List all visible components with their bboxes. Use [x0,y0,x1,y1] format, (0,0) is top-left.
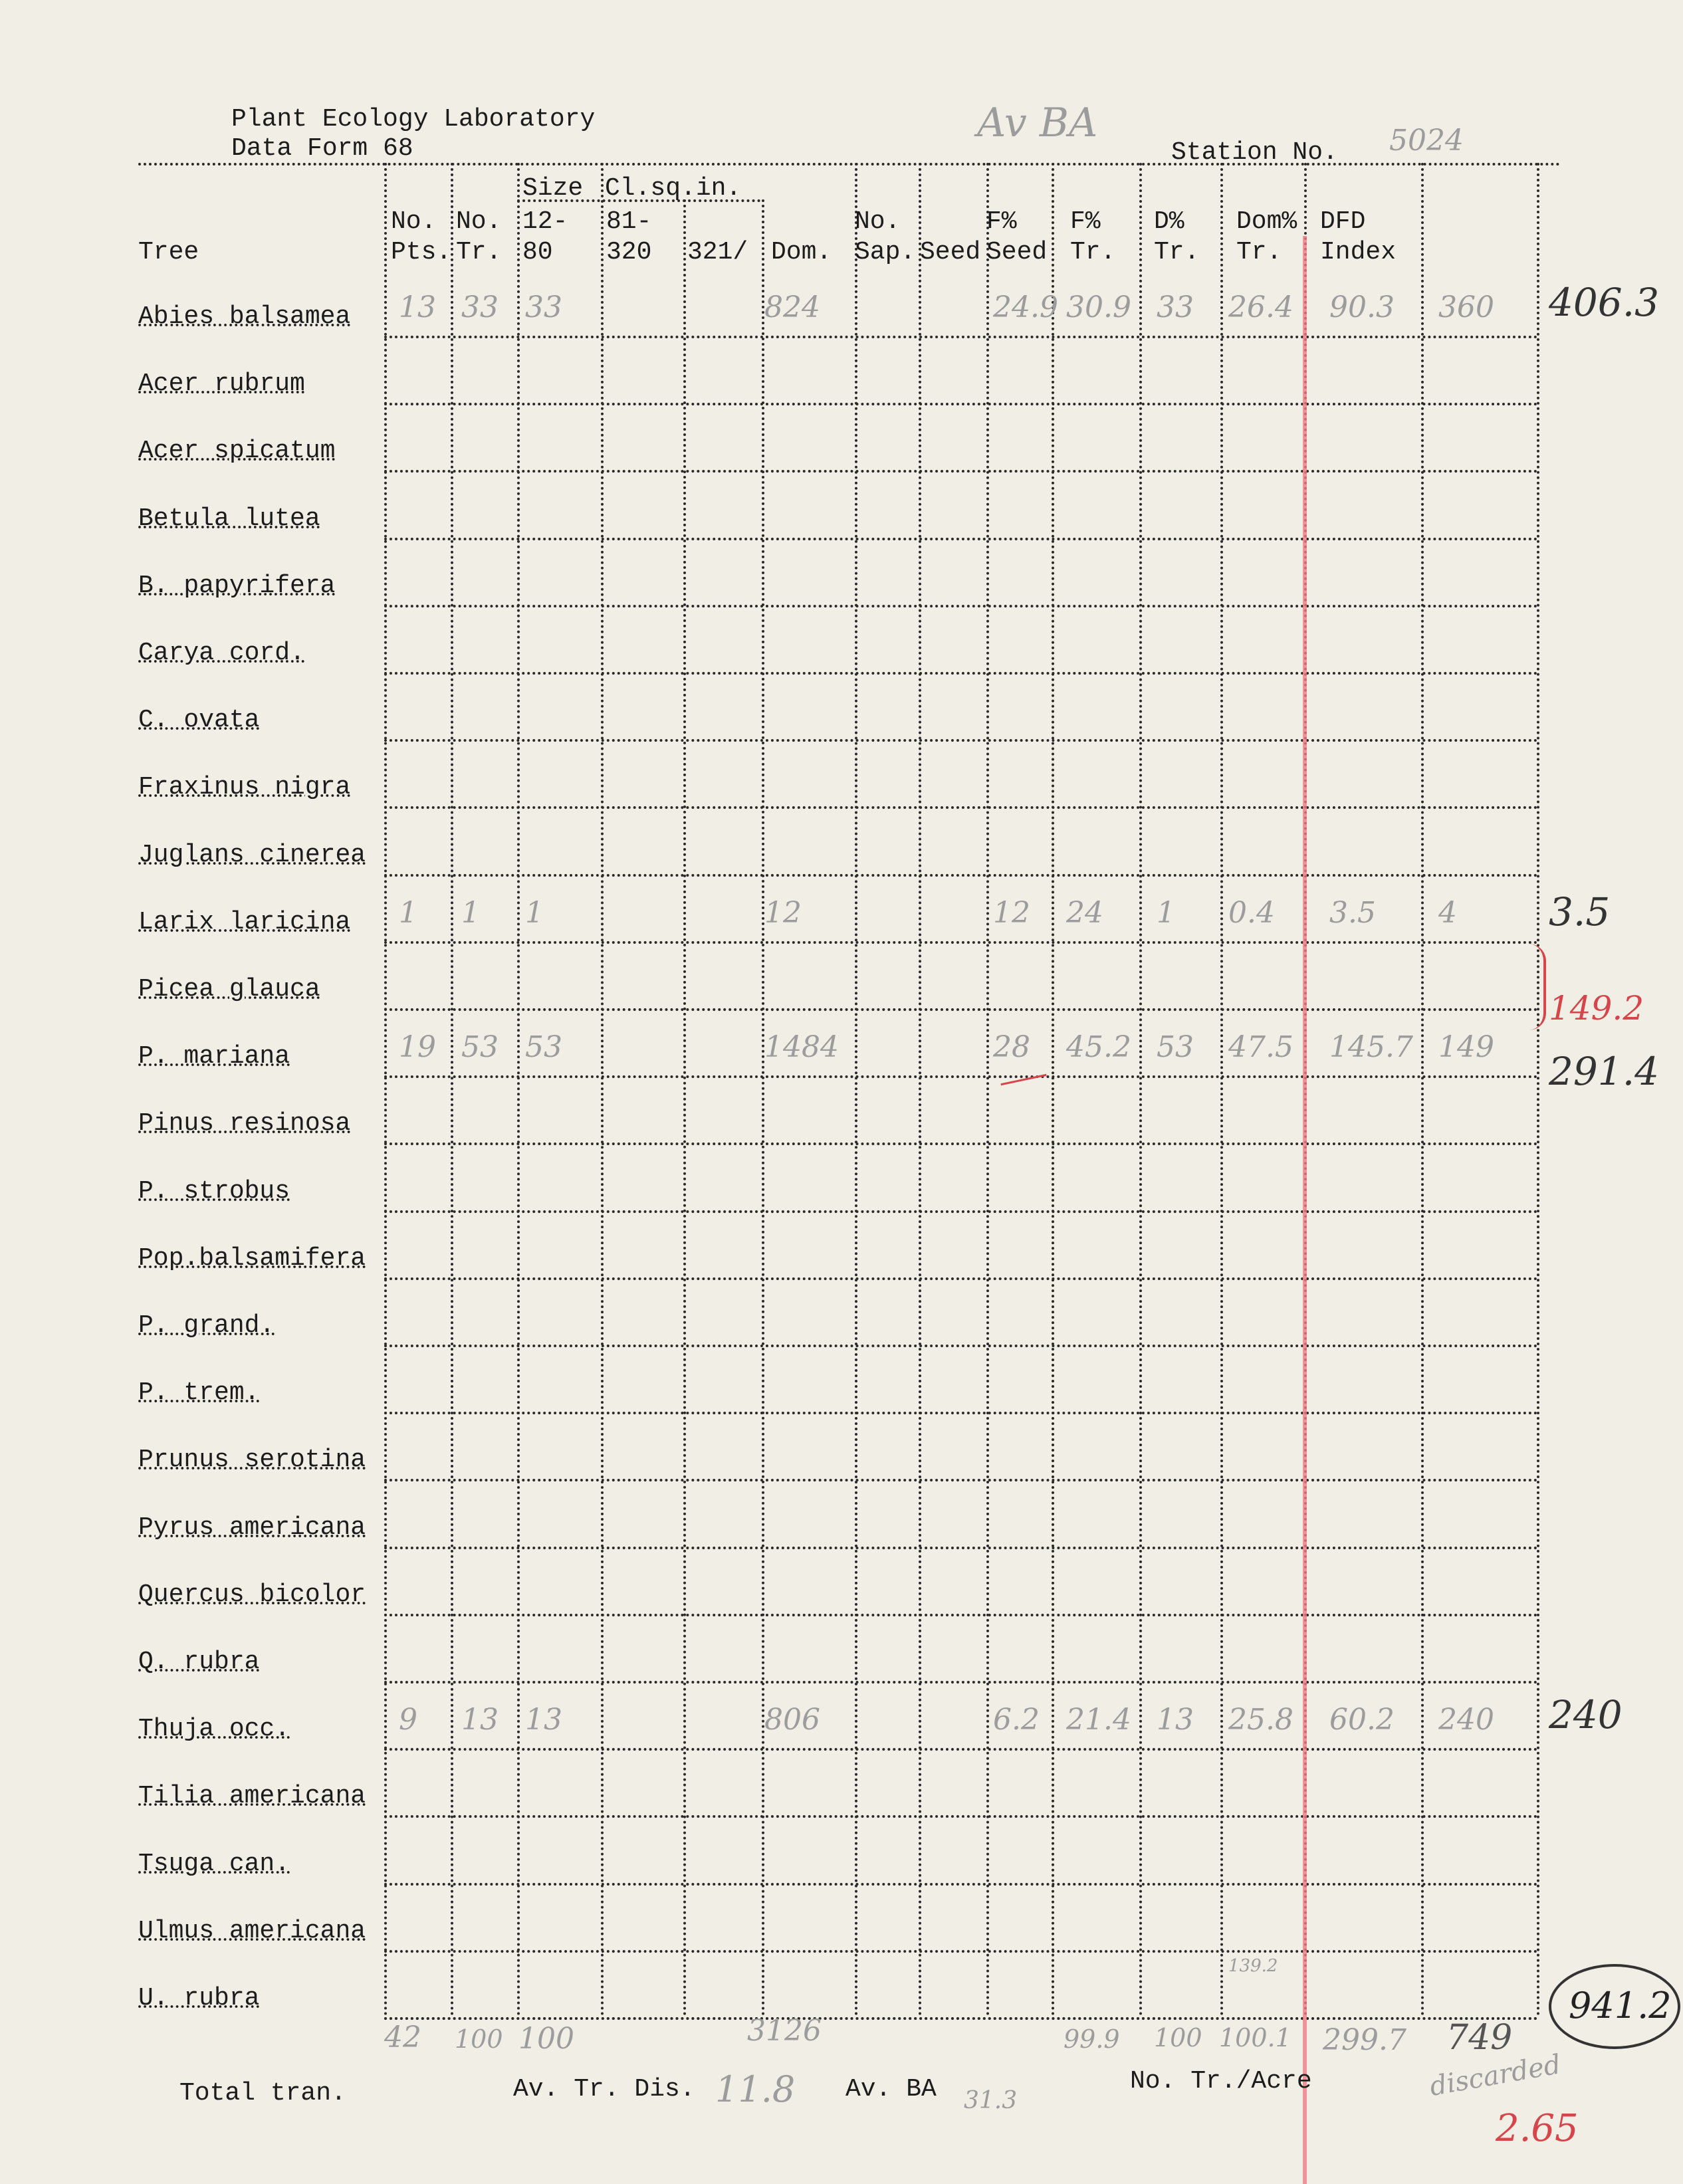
cell-tr: 53 [461,1030,499,1064]
cell-pts: 19 [399,1030,436,1064]
total-ftr: 99.9 [1064,2024,1120,2054]
row-line [384,1950,1538,1953]
row-line [384,941,1538,944]
row-label-tree: P. grand. [138,1311,275,1340]
cell-pts: 9 [399,1703,417,1737]
col-d-tr-1: D% [1154,207,1184,236]
cell-domtr: 25.8 [1228,1703,1293,1737]
scribble-note: discarded [1427,2049,1563,2102]
row-line [384,1277,1538,1280]
cell-extra: 149 [1438,1030,1494,1064]
cell-dtr: 33 [1157,290,1194,324]
row-line [384,538,1538,540]
cell-fseed: 6.2 [993,1703,1040,1737]
column-line [1052,163,1054,2017]
row-line [384,1008,1538,1011]
col-dom-tr-2: Tr. [1236,238,1282,267]
col-no-pts-2: Pts. [391,238,452,267]
cell-domtr: 0.4 [1228,896,1275,930]
row-label-tree: Betula lutea [138,504,320,533]
row-label-tree: U. rubra [138,1984,260,2013]
row-line [384,336,1538,338]
row-label-tree: Picea glauca [138,975,320,1004]
row-label-tree: Prunus serotina [138,1446,366,1474]
row-label-tree: Quercus bicolor [138,1581,366,1609]
col-size-12-1: 12- [522,207,568,236]
cell-s12: 33 [525,290,562,324]
row-line [384,1815,1538,1818]
cell-domtr: 139.2 [1228,1956,1278,1976]
cell-fseed: 12 [993,896,1030,930]
av-ba-label: Av. BA [845,2075,937,2104]
row-label-tree: Carya cord. [138,639,305,667]
row-label-tree: Pinus resinosa [138,1109,351,1138]
row-label-tree: Ulmus americana [138,1917,366,1945]
col-size-12-2: 80 [522,238,553,267]
cell-ftr: 45.2 [1066,1030,1131,1064]
row-label-tree: Tilia americana [138,1782,366,1810]
grid-bottom-line [384,2017,1538,2020]
row-label-tree: Pop.balsamifera [138,1244,366,1273]
col-no-sap-2: Sap. [855,238,916,267]
row-line [384,1883,1538,1886]
row-line [384,1614,1538,1616]
total-domtr: 100.1 [1219,2023,1291,2052]
col-dfd-1: DFD [1320,207,1366,236]
cell-pts: 1 [399,896,417,930]
col-size-81-1: 81- [606,207,652,236]
row-line [384,1075,1538,1078]
col-f-seed-2: Seed [986,238,1048,267]
col-seed: Seed [920,238,981,267]
row-line [384,1143,1538,1145]
row-label-tree: Acer rubrum [138,370,305,398]
column-line [762,199,764,2017]
top-note: Av BA [977,100,1098,146]
cell-dom: 824 [764,290,820,324]
row-label-tree: Thuja occ. [138,1715,290,1743]
row-label-tree: Abies balsamea [138,302,351,331]
cell-s12: 53 [525,1030,562,1064]
col-dfd-2: Index [1320,238,1397,267]
total-extra: 749 [1446,2018,1513,2058]
total-tran-label: Total tran. [179,2079,346,2108]
row-label-tree: Pyrus americana [138,1513,366,1542]
margin-red-total: 149.2 [1549,989,1644,1028]
col-f-seed-1: F% [986,207,1017,236]
cell-ftr: 30.9 [1066,290,1131,324]
col-no-sap-1: No. [855,207,901,236]
cell-extra: 240 [1438,1703,1494,1737]
column-line [601,163,604,2017]
column-line [986,163,989,2017]
cell-ftr: 24 [1066,896,1103,930]
row-line [384,470,1538,473]
row-line [384,403,1538,405]
col-no-tr-2: Tr. [456,238,502,267]
column-line [1220,163,1223,2017]
row-label-tree: P. trem. [138,1378,260,1407]
red-margin-rule [1303,236,1307,2184]
av-tr-dis-label: Av. Tr. Dis. [513,2075,695,2104]
column-line [451,163,453,2017]
col-f-tr-1: F% [1070,207,1101,236]
col-size-group-2: Cl.sq.in. [605,174,742,203]
cell-tr: 1 [461,896,480,930]
col-size-81-2: 320 [606,238,652,267]
cell-dom: 1484 [764,1030,839,1064]
margin-total: 240 [1549,1692,1623,1737]
row-label-tree: P. mariana [138,1042,290,1071]
station-value: 5024 [1389,124,1464,158]
row-label-tree: Larix laricina [138,908,351,936]
cell-dtr: 1 [1157,896,1175,930]
column-line [919,163,921,2017]
row-line [384,806,1538,809]
cell-dfd: 60.2 [1329,1703,1395,1737]
row-line [384,605,1538,607]
no-tr-acre-label: No. Tr./Acre [1130,2067,1312,2096]
cell-fseed: 28 [993,1030,1030,1064]
col-size-321: 321/ [687,238,748,267]
av-tr-dis-value: 11.8 [715,2068,796,2110]
column-line [517,163,520,2017]
row-line [384,1748,1538,1751]
cell-domtr: 26.4 [1228,290,1293,324]
column-line [683,199,686,2017]
cell-dom: 806 [764,1703,820,1737]
col-f-tr-2: Tr. [1070,238,1116,267]
grid-top-line [138,163,1561,165]
total-circled: 941.2 [1569,1985,1672,2026]
cell-tr: 33 [461,290,499,324]
red-value: 2.65 [1496,2107,1579,2150]
cell-fseed: 24.9 [993,290,1058,324]
row-label-tree: Tsuga can. [138,1850,290,1878]
row-label-tree: B. papyrifera [138,572,336,600]
margin-total: 3.5 [1549,889,1611,934]
total-dom: 3126 [747,2014,822,2048]
row-line [384,1479,1538,1481]
total-pts: 42 [384,2020,421,2054]
row-line [384,1210,1538,1213]
av-ba-value: 31.3 [964,2087,1018,2114]
row-label-tree: Acer spicatum [138,437,336,465]
cell-pts: 13 [399,290,436,324]
row-label-tree: P. strobus [138,1177,290,1206]
col-no-tr-1: No. [456,207,502,236]
cell-dtr: 13 [1157,1703,1194,1737]
col-dom: Dom. [771,238,832,267]
col-no-pts-1: No. [391,207,437,236]
row-line [384,739,1538,742]
margin-total: 406.3 [1549,280,1660,325]
cell-dfd: 90.3 [1329,290,1395,324]
row-label-tree: C. ovata [138,706,260,734]
col-size-group-1: Size [522,174,584,203]
cell-domtr: 47.5 [1228,1030,1293,1064]
column-line [1139,163,1142,2017]
cell-extra: 4 [1438,896,1457,930]
cell-dfd: 145.7 [1329,1030,1413,1064]
col-tree: Tree [138,238,199,267]
form-title-line1: Plant Ecology Laboratory [231,105,596,134]
column-line [855,163,857,2017]
cell-dom: 12 [764,896,802,930]
cell-tr: 13 [461,1703,499,1737]
red-bracket [1529,944,1546,1030]
row-label-tree: Juglans cinerea [138,841,366,869]
row-line [384,672,1538,675]
cell-extra: 360 [1438,290,1494,324]
column-line [1537,163,1539,2017]
total-s12: 100 [518,2022,574,2056]
cell-s12: 1 [525,896,544,930]
row-line [384,1412,1538,1414]
form-title-line2: Data Form 68 [231,134,413,163]
row-line [384,874,1538,877]
cell-dfd: 3.5 [1329,896,1376,930]
station-label: Station No. [1171,138,1338,167]
cell-s12: 13 [525,1703,562,1737]
cell-ftr: 21.4 [1066,1703,1131,1737]
total-dfd: 299.7 [1323,2023,1406,2057]
column-line [384,163,387,2017]
row-line [384,1681,1538,1684]
cell-dtr: 53 [1157,1030,1194,1064]
row-line [384,1547,1538,1549]
row-label-tree: Fraxinus nigra [138,773,351,802]
col-dom-tr-1: Dom% [1236,207,1297,236]
margin-total: 291.4 [1549,1049,1660,1094]
row-label-tree: Q. rubra [138,1648,260,1676]
column-line [1421,163,1424,2017]
row-line [384,1345,1538,1347]
total-tr: 100 [455,2024,503,2054]
total-dtr: 100 [1154,2023,1202,2052]
col-d-tr-2: Tr. [1154,238,1200,267]
